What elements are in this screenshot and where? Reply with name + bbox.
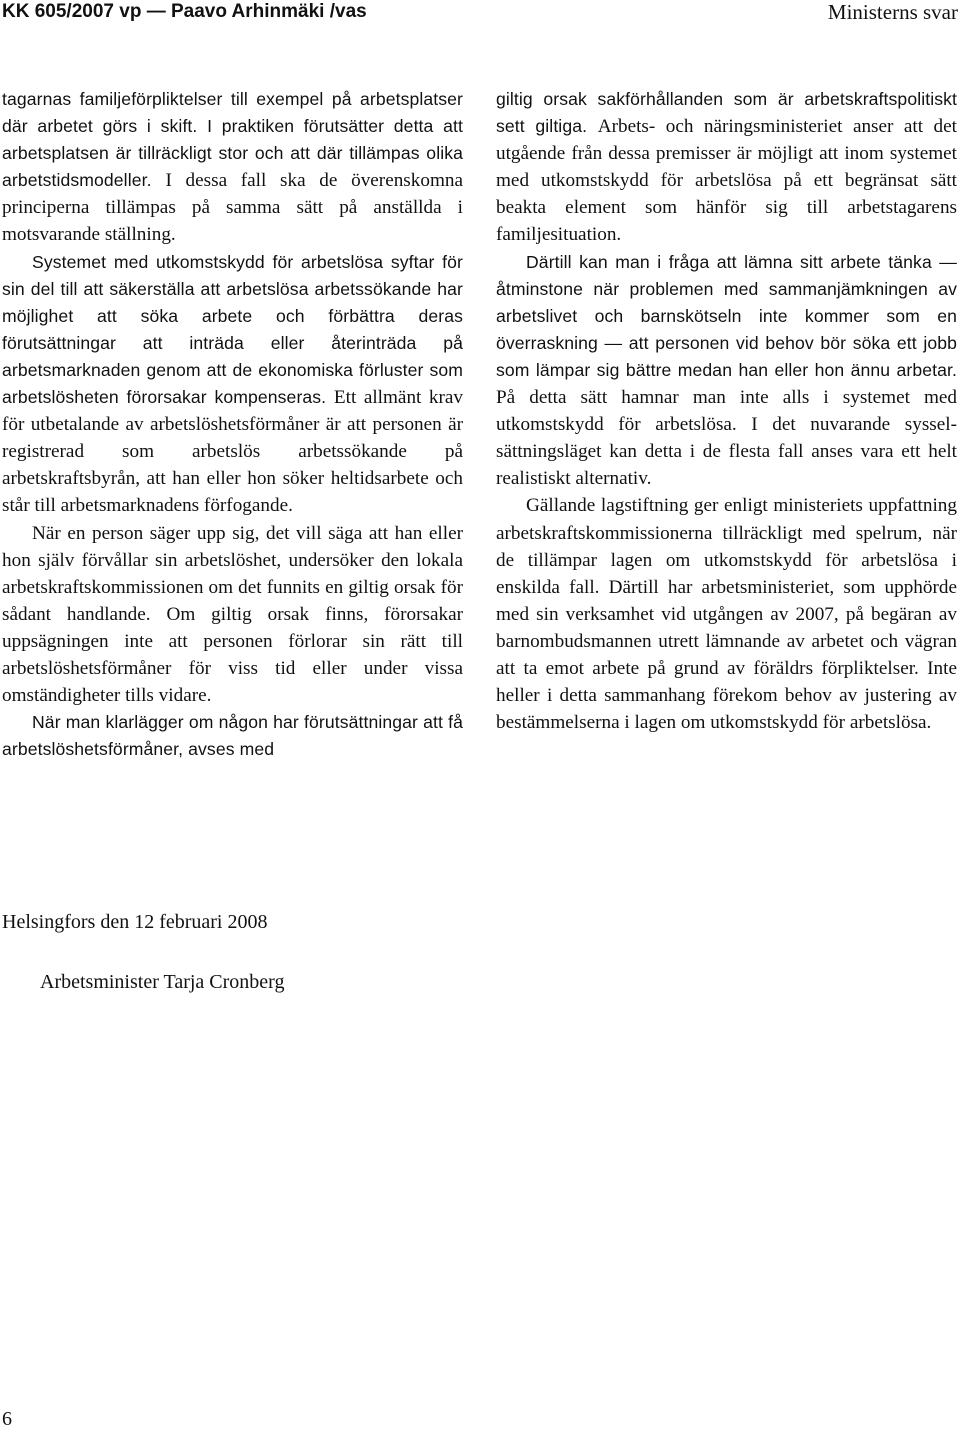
signature-line: Arbetsminister Tarja Cronberg <box>40 971 285 993</box>
section-title: Ministerns svar <box>827 0 958 24</box>
text-run: tagarnas familjeförpliktelser till exempel på arbetsplatser där arbetet görs i skift. I praktiken förutsätter detta att arbetsplatsen är tillräckligt stor och att där tillämpas olika arbetstidsmodeller. <box>2 89 463 191</box>
text-run: Ett allmänt krav för utbetalande av arbetslöshetsförmåner är att personen är registrerad som arbetslös arbetssökande på arbetskraftsbyrån, att han eller hon söker heltidsarbete och står till arbetsmarknadens förfogande. <box>2 387 463 517</box>
text-run: Systemet med utkomstskydd för arbetslösa syftar för sin del till att säkerställa att arbetslösa arbetssökande har möjlighet att söka arbete och förbättra deras förutsättningar att inträda eller återinträda på arbetsmarknaden genom att de ekonomiska förluster som arbetslösheten förorsakar kompenseras. <box>2 251 463 408</box>
right-column <box>496 86 957 736</box>
text-run: Gällande lagstiftning ger enligt ministeriets uppfattning arbetskraftskommissionerna tillräckligt med spelrum, när de tillämpar lagen om utkomstskydd för arbetslösa i enskilda fall. <box>496 495 957 598</box>
document-reference: KK 605/2007 vp — Paavo Arhinmäki /vas <box>2 1 367 22</box>
text-run: Om giltig orsak finns, förorsakar uppsägningen inte att personen förlorar sin rätt till arbetslöshetsförmåner för viss tid eller under vissa omständigheter tills vidare. <box>2 603 463 707</box>
paragraph <box>2 520 463 710</box>
text-run: Arbets- och näringsministeriet anser att det utgående från dessa premisser är möjligt att inom systemet med utkomstskydd för arbetslösa på ett begränsat sätt beakta element som hänför sig till arbetstagarens familjesituation. <box>496 116 957 246</box>
text-run: När man klarlägger om någon har förutsättningar att få arbetslöshetsförmåner, avses med <box>2 712 463 760</box>
paragraph <box>496 86 957 249</box>
text-run: När en person säger upp sig, det vill säga att han eller hon själv förvållar sin arbetslöshet, undersöker den lokala arbetskraftskommissionen om det funnits en giltig orsak för sådant handlande. <box>2 522 463 625</box>
left-column <box>2 86 463 763</box>
paragraph <box>2 709 463 763</box>
place-and-date: Helsingfors den 12 februari 2008 <box>2 911 268 933</box>
text-run: giltig orsak sakförhållanden som är arbetskraftspolitiskt sett giltiga. <box>496 89 957 137</box>
text-run: I dessa fall ska de överenskomna principerna tillämpas på samma sätt på anställda i motsvarande ställning. <box>2 170 463 246</box>
paragraph <box>496 249 957 493</box>
page-number: 6 <box>2 1408 12 1430</box>
text-run: Därtill kan man i fråga att lämna sitt arbete tänka — åtminstone när problemen med sammanjämkningen av arbetslivet och barnskötseln inte kommer som en överraskning — att personen vid behov bör söka ett jobb som lämpar sig bättre medan han eller hon ännu arbetar. <box>496 251 957 380</box>
paragraph <box>2 249 463 520</box>
paragraph <box>496 492 957 736</box>
text-run: På detta sätt hamnar man inte alls i systemet med utkomstskydd för arbetslösa. I det nuvarande sysselsättningsläget kan detta i de flesta fall anses vara ett helt realistiskt alternativ. <box>496 387 957 490</box>
paragraph <box>2 86 463 249</box>
text-run: Därtill har arbetsministeriet, som upphörde med sin verksamhet vid utgången av 2007, på begäran av barnombudsmannen utrett lämnande av arbetet och vägran att ta emot arbete på grund av föräldrs förpliktelser. Inte heller i detta sammanhang förekom behov av justering av bestämmelserna i lagen om utkomstskydd för arbetslösa. <box>496 576 957 734</box>
page-header <box>2 0 958 28</box>
